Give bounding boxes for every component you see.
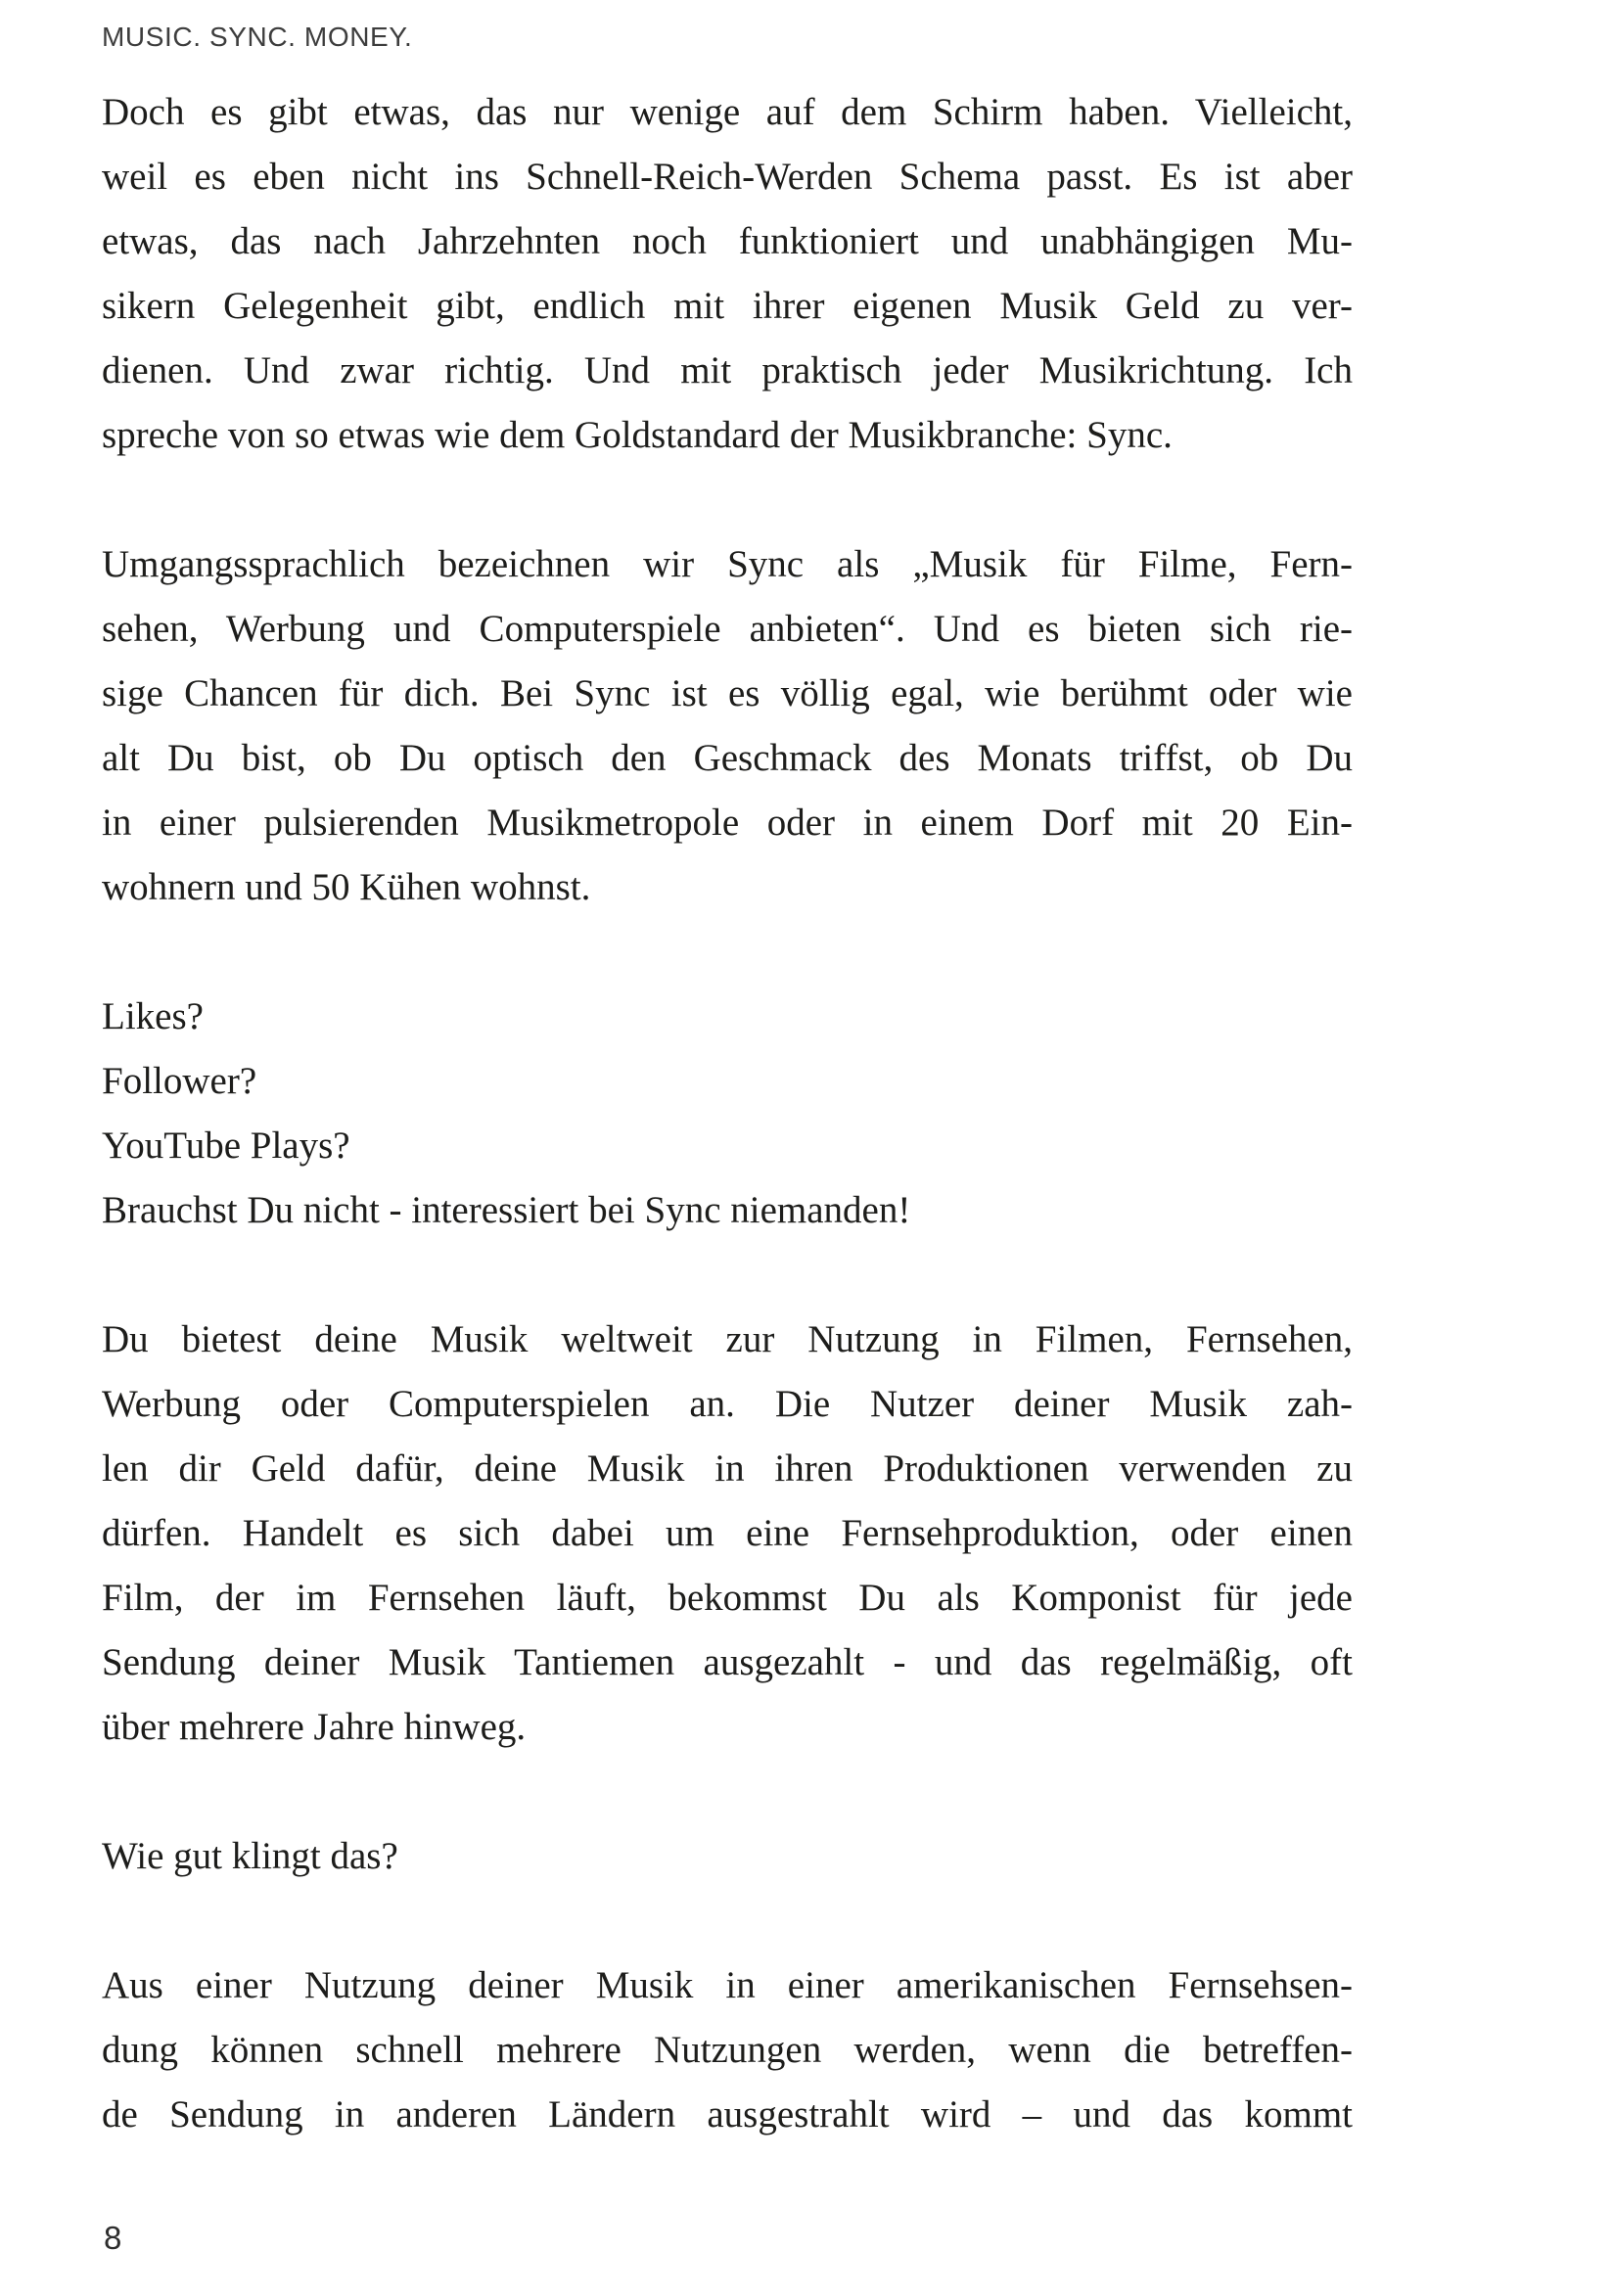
paragraph <box>102 532 1353 920</box>
page-body <box>102 80 1353 2147</box>
body-line: in einer pulsierenden Musikmetropole oder in einem Dorf mit 20 Ein- <box>102 802 1353 844</box>
body-line: dung können schnell mehrere Nutzungen werden, wenn die betreffen- <box>102 2029 1353 2071</box>
body-line: Du bietest deine Musik weltweit zur Nutzung in Filmen, Fernsehen, <box>102 1318 1353 1360</box>
body-line: Sendung deiner Musik Tantiemen ausgezahlt - und das regelmäßig, oft <box>102 1641 1353 1683</box>
body-line: YouTube Plays? <box>102 1125 350 1167</box>
paragraph <box>102 985 1353 1243</box>
body-line: Doch es gibt etwas, das nur wenige auf dem Schirm haben. Vielleicht, <box>102 91 1353 133</box>
body-line: Film, der im Fernsehen läuft, bekommst Du als Komponist für jede <box>102 1577 1353 1619</box>
body-line: Wie gut klingt das? <box>102 1835 398 1877</box>
body-line: de Sendung in anderen Ländern ausgestrahlt wird – und das kommt <box>102 2093 1353 2135</box>
body-line: etwas, das nach Jahrzehnten noch funktioniert und unabhängigen Mu- <box>102 220 1353 262</box>
body-line: sige Chancen für dich. Bei Sync ist es völlig egal, wie berühmt oder wie <box>102 672 1353 714</box>
paragraph <box>102 1824 1353 1889</box>
body-line: dürfen. Handelt es sich dabei um eine Fernsehproduktion, oder einen <box>102 1512 1353 1554</box>
body-line: Likes? <box>102 995 204 1037</box>
page-number: 8 <box>104 2220 122 2256</box>
body-line: dienen. Und zwar richtig. Und mit praktisch jeder Musikrichtung. Ich <box>102 349 1353 391</box>
paragraph <box>102 80 1353 468</box>
paragraph <box>102 1953 1353 2147</box>
body-line: Umgangssprachlich bezeichnen wir Sync als „Musik für Filme, Fern- <box>102 543 1353 585</box>
body-line: weil es eben nicht ins Schnell-Reich-Werden Schema passt. Es ist aber <box>102 156 1353 198</box>
running-head: MUSIC. SYNC. MONEY. <box>102 22 413 52</box>
body-line: sikern Gelegenheit gibt, endlich mit ihrer eigenen Musik Geld zu ver- <box>102 285 1353 327</box>
body-line: sehen, Werbung und Computerspiele anbieten“. Und es bieten sich rie- <box>102 608 1353 650</box>
body-line: Werbung oder Computerspielen an. Die Nutzer deiner Musik zah- <box>102 1383 1353 1425</box>
body-line: Brauchst Du nicht - interessiert bei Sync niemanden! <box>102 1189 911 1231</box>
body-line: alt Du bist, ob Du optisch den Geschmack des Monats triffst, ob Du <box>102 737 1353 779</box>
paragraph <box>102 1308 1353 1760</box>
body-line: len dir Geld dafür, deine Musik in ihren Produktionen verwenden zu <box>102 1447 1353 1490</box>
body-line: spreche von so etwas wie dem Goldstandard der Musikbranche: Sync. <box>102 414 1173 456</box>
body-line: Follower? <box>102 1060 257 1102</box>
body-line: wohnern und 50 Kühen wohnst. <box>102 866 591 908</box>
body-line: über mehrere Jahre hinweg. <box>102 1706 527 1748</box>
body-line: Aus einer Nutzung deiner Musik in einer amerikanischen Fernsehsen- <box>102 1964 1353 2006</box>
